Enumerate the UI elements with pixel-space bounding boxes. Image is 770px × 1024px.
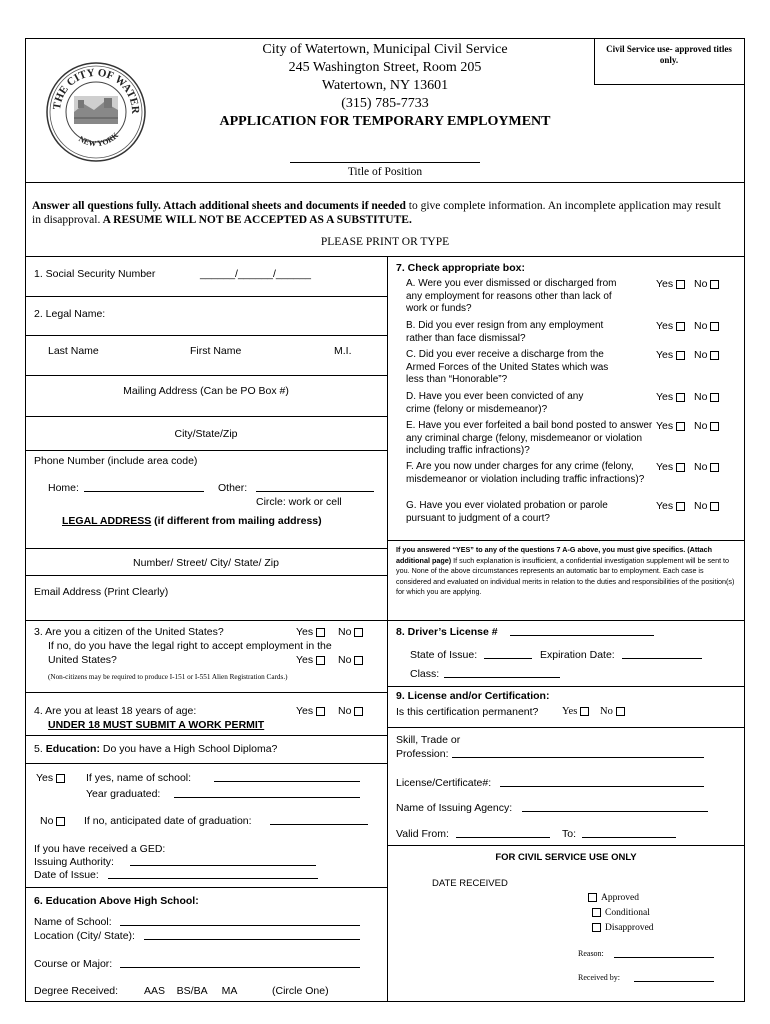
q7-yes-a[interactable]: Yes [656, 278, 685, 290]
q7-yes-g[interactable]: Yes [656, 500, 685, 512]
q8-title: 8. Driver’s License # [396, 626, 498, 638]
work-cell-label: Circle: work or cell [256, 496, 342, 508]
q5-graduation-input[interactable] [270, 815, 368, 825]
valid-from-input[interactable] [456, 828, 550, 838]
q6-course-label: Course or Major: [34, 958, 113, 970]
q7-yes-d[interactable]: Yes [656, 391, 685, 403]
office-received-by-label: Received by: [578, 973, 620, 982]
print-note: PLEASE PRINT OR TYPE [320, 236, 450, 248]
form-title: APPLICATION FOR TEMPORARY EMPLOYMENT [219, 114, 551, 129]
q5-issuing-input[interactable] [130, 856, 316, 866]
office-phone: (315) 785-7733 [341, 96, 429, 111]
q4-yes[interactable]: Yes [296, 705, 325, 717]
q5-date-input[interactable] [108, 869, 318, 879]
org-line: City of Watertown, Municipal Civil Service [262, 42, 508, 57]
legal-address-note: (if different from mailing address) [151, 515, 322, 527]
q7-question-f: F. Are you now under charges for any crime (felony, misdemeanor or violation including traffic infractions)? [406, 461, 645, 485]
q3-note: (Non-citizens may be required to produce I-151 or I-551 Alien Registration Cards.) [48, 673, 288, 681]
other-phone-label: Other: [218, 482, 248, 494]
q7-question-c: C. Did you ever receive a discharge from the Armed Forces of the United States which was less than “Honorable”? [406, 349, 609, 385]
q7-yes-f[interactable]: Yes [656, 461, 685, 473]
license-class-input[interactable] [444, 668, 560, 678]
license-number-input[interactable] [510, 626, 654, 636]
q5-no-label: If no, anticipated date of graduation: [84, 815, 252, 827]
q9-profession-label: Profession: [396, 748, 449, 760]
q5-school-input[interactable] [214, 772, 360, 782]
q5-date-label: Date of Issue: [34, 869, 99, 881]
q3-legal-yes[interactable]: Yes [296, 654, 325, 666]
q7-yes-e[interactable]: Yes [656, 420, 685, 432]
ssn-input[interactable]: ______/______/______ [200, 268, 311, 280]
license-exp-input[interactable] [622, 649, 702, 659]
title-of-position-label: Title of Position [347, 166, 423, 178]
q7-title: 7. Check appropriate box: [396, 262, 525, 274]
q8-exp-label: Expiration Date: [540, 649, 615, 661]
q9-license-label: License/Certificate#: [396, 777, 492, 789]
profession-input[interactable] [452, 748, 704, 758]
seal-text-top: THE CITY OF WATER [50, 66, 142, 114]
q7-question-a: A. Were you ever dismissed or discharged from any employment for reasons other than lack of work or funds? [406, 278, 617, 314]
q7-no-f[interactable]: No [694, 461, 719, 473]
q7-question-e: E. Have you ever forfeited a bail bond posted to answer any criminal charge (felony, misdemeanor or violation including traffic infractions)? [406, 420, 653, 456]
q8-state-label: State of Issue: [410, 649, 478, 661]
instructions-bold: Answer all questions fully. Attach additional sheets and documents if needed [32, 200, 406, 212]
q3-legal-no[interactable]: No [338, 654, 363, 666]
legal-address-title [62, 515, 322, 527]
q5-year-input[interactable] [174, 788, 360, 798]
q7-no-e[interactable]: No [694, 420, 719, 432]
phone-label: Phone Number (include area code) [34, 455, 198, 467]
q3-citizen-no[interactable]: No [338, 626, 363, 638]
q6-location-input[interactable] [144, 930, 360, 940]
mi-label: M.I. [334, 345, 352, 357]
first-name-label: First Name [190, 345, 242, 357]
q9-title: 9. License and/or Certification: [396, 690, 550, 702]
resume-note: A RESUME WILL NOT BE ACCEPTED AS A SUBSTITUTE. [100, 214, 412, 226]
q6-degree-options[interactable]: AAS BS/BA MA [144, 985, 238, 997]
q6-location-label: Location (City/ State): [34, 930, 135, 942]
street-address: 245 Washington Street, Room 205 [288, 60, 482, 75]
agency-input[interactable] [522, 802, 708, 812]
legal-address-heading: LEGAL ADDRESS [62, 515, 152, 527]
q6-school-input[interactable] [120, 916, 360, 926]
seal-text-bottom: NEW YORK [77, 130, 121, 149]
q7-question-d: D. Have you ever been convicted of any crime (felony or misdemeanor)? [406, 391, 584, 415]
civil-service-note: Civil Service use- approved titles only. [606, 44, 732, 65]
legal-name-label: 2. Legal Name: [34, 308, 106, 320]
q7-no-d[interactable]: No [694, 391, 719, 403]
q5-year-label: Year graduated: [86, 788, 161, 800]
q4-work-permit: UNDER 18 MUST SUBMIT A WORK PERMIT [48, 719, 265, 731]
last-name-label: Last Name [48, 345, 99, 357]
q8-class-label: Class: [410, 668, 440, 680]
q5-no[interactable]: No [40, 815, 65, 827]
q7-yes-c[interactable]: Yes [656, 349, 685, 361]
q3-citizen-yes[interactable]: Yes [296, 626, 325, 638]
instructions-text: to give complete information. An incomplete application may result in disapproval. [32, 200, 721, 226]
q9-yes[interactable]: Yes [562, 706, 589, 717]
q9-no[interactable]: No [600, 706, 625, 717]
q7-no-a[interactable]: No [694, 278, 719, 290]
q6-course-input[interactable] [120, 958, 360, 968]
mailing-address-label: Mailing Address (Can be PO Box #) [123, 385, 289, 397]
q6-circle-note: (Circle One) [272, 985, 329, 997]
q9-to-label: To: [562, 828, 577, 840]
q3-line1: 3. Are you a citizen of the United States? [34, 626, 224, 638]
q7-no-g[interactable]: No [694, 500, 719, 512]
q3-line2: If no, do you have the legal right to accept employment in the [48, 640, 332, 652]
other-phone-input[interactable] [256, 482, 374, 492]
city-seal [44, 60, 148, 164]
q5-yes[interactable]: Yes [36, 772, 65, 784]
q3-line3: United States? [48, 654, 117, 666]
email-label: Email Address (Print Clearly) [34, 586, 169, 598]
office-received-by-input[interactable] [634, 974, 714, 982]
home-phone-input[interactable] [84, 482, 204, 492]
instructions [32, 199, 732, 227]
license-state-input[interactable] [484, 649, 532, 659]
q6-degree-label: Degree Received: [34, 985, 119, 997]
q7-yes-b[interactable]: Yes [656, 320, 685, 332]
city-state-zip-label: City/State/Zip [174, 428, 238, 440]
office-reason-input[interactable] [614, 950, 714, 958]
q9-valid-from-label: Valid From: [396, 828, 449, 840]
ssn-label: 1. Social Security Number [34, 268, 156, 280]
q9-agency-label: Name of Issuing Agency: [396, 802, 513, 814]
q9-permanent-label: Is this certification permanent? [396, 706, 539, 718]
q4-line1: 4. Are you at least 18 years of age: [34, 705, 197, 717]
office-disapproved[interactable]: Disapproved [592, 923, 654, 933]
title-of-position-line[interactable] [290, 162, 480, 163]
office-reason-label: Reason: [578, 949, 604, 958]
q6-title: 6. Education Above High School: [34, 895, 199, 907]
q7-no-b[interactable]: No [694, 320, 719, 332]
q5-issuing-label: Issuing Authority: [34, 856, 114, 868]
date-received-label: DATE RECEIVED [432, 878, 508, 889]
number-street-label: Number/ Street/ City/ State/ Zip [133, 557, 279, 569]
office-use-title: FOR CIVIL SERVICE USE ONLY [495, 852, 637, 863]
q9-skill-label: Skill, Trade or [396, 734, 461, 746]
valid-to-input[interactable] [582, 828, 676, 838]
office-conditional[interactable]: Conditional [592, 908, 650, 918]
q7-note-text: If such explanation is insufficient, a confidential investigation supplement will be sent to you. None of the above circumstances represents an automatic bar to employment. Each case is considered and evaluated on individual merits in relation to the duties and responsibilities of the position(s) for which you are applying. [396, 555, 735, 596]
home-phone-label: Home: [48, 482, 79, 494]
q7-note [396, 545, 736, 598]
city-address: Watertown, NY 13601 [321, 78, 449, 93]
q7-note-bold: If you answered “YES” to any of the questions 7 A-G above, you must give specifics. (Attach additional page) [396, 545, 713, 565]
q5-ged-label: If you have received a GED: [34, 843, 166, 855]
q7-question-b: B. Did you ever resign from any employment rather than face dismissal? [406, 320, 604, 344]
q7-no-c[interactable]: No [694, 349, 719, 361]
q7-question-g: G. Have you ever violated probation or parole pursuant to judgment of a court? [406, 500, 608, 524]
q5-school-label: If yes, name of school: [86, 772, 192, 784]
svg-text:NEW YORK [77, 130, 121, 148]
q5-title: 5. Education: Do you have a High School Diploma? [34, 743, 278, 755]
q4-no[interactable]: No [338, 705, 363, 717]
q6-school-label: Name of School: [34, 916, 112, 928]
certificate-input[interactable] [500, 777, 704, 787]
office-approved[interactable]: Approved [588, 893, 639, 903]
